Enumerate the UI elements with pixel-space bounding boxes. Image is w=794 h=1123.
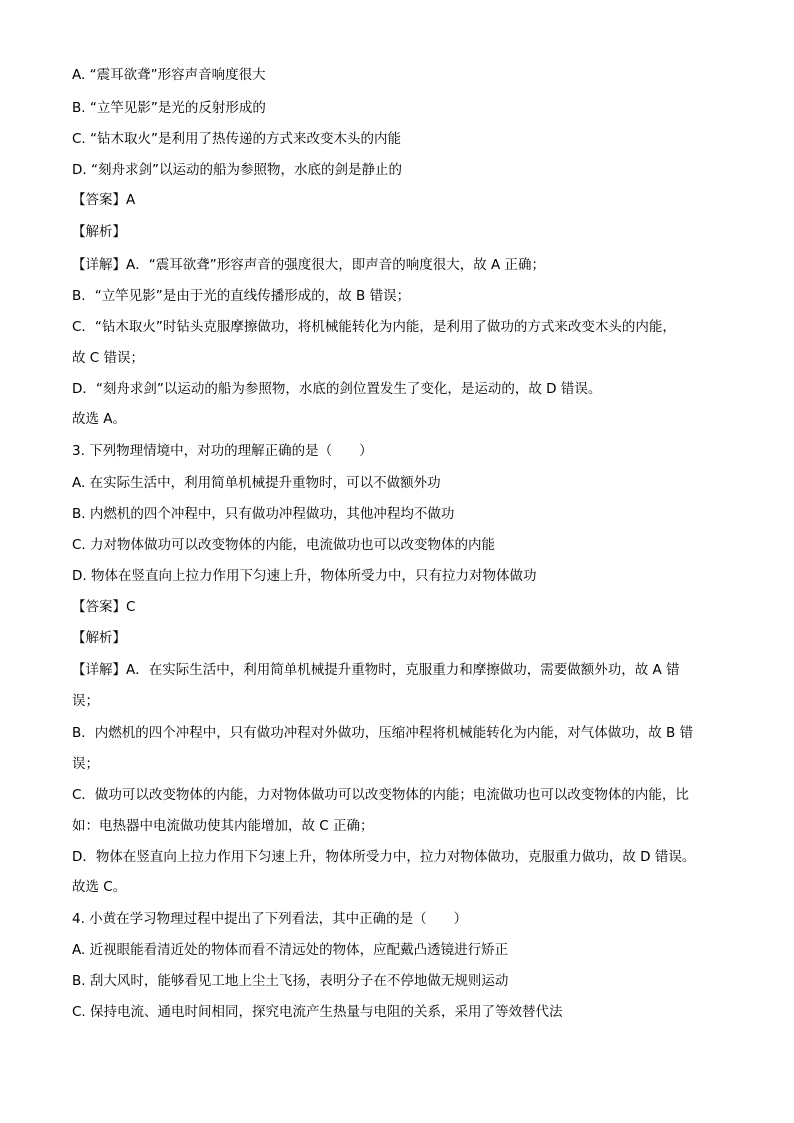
analysis-label: 【解析】	[72, 630, 126, 646]
option-line: A. “震耳欲聋”形容声音响度很大	[72, 67, 266, 83]
explanation-line: D．物体在竖直向上拉力作用下匀速上升，物体所受力中，拉力对物体做功，克服重力做功，故 D 错误。	[72, 849, 696, 865]
option-line: C. 力对物体做功可以改变物体的内能，电流做功也可以改变物体的内能	[72, 537, 496, 553]
option-line: A. 近视眼能看清近处的物体而看不清远处的物体，应配戴凸透镜进行矫正	[72, 942, 509, 958]
conclusion-line: 故选 C。	[72, 879, 127, 895]
option-line: B. 内燃机的四个冲程中，只有做功冲程做功，其他冲程均不做功	[72, 506, 455, 522]
explanation-line: 如：电热器中电流做功使其内能增加，故 C 正确；	[72, 818, 374, 834]
option-line: A. 在实际生活中，利用简单机械提升重物时，可以不做额外功	[72, 475, 441, 491]
analysis-label: 【解析】	[72, 224, 126, 240]
option-line: C. 保持电流、通电时间相同，探究电流产生热量与电阻的关系，采用了等效替代法	[72, 1004, 563, 1020]
answer-label: 【答案】A	[72, 192, 136, 208]
explanation-line: 误；	[72, 756, 99, 772]
explanation-line: 误；	[72, 693, 99, 709]
explanation-line: D．“刻舟求剑”以运动的船为参照物，水底的剑位置发生了变化，是运动的，故 D 错误。	[72, 381, 602, 397]
question-stem: 3. 下列物理情境中，对功的理解正确的是（ ）	[72, 443, 373, 459]
explanation-line: 【详解】A．在实际生活中，利用简单机械提升重物时，克服重力和摩擦做功，需要做额外功，故 A 错	[72, 662, 680, 678]
conclusion-line: 故选 A。	[72, 411, 127, 427]
explanation-line: 故 C 错误；	[72, 350, 145, 366]
option-line: C. “钻木取火”是利用了热传递的方式来改变木头的内能	[72, 131, 401, 147]
answer-label: 【答案】C	[72, 599, 136, 615]
option-line: D. 物体在竖直向上拉力作用下匀速上升，物体所受力中，只有拉力对物体做功	[72, 568, 537, 584]
option-line: B. “立竿见影”是光的反射形成的	[72, 100, 266, 116]
explanation-line: B．“立竿见影”是由于光的直线传播形成的，故 B 错误；	[72, 288, 411, 304]
explanation-line: C．“钻木取火”时钻头克服摩擦做功，将机械能转化为内能，是利用了做功的方式来改变木头的内能，	[72, 319, 676, 335]
option-line: B. 刮大风时，能够看见工地上尘土飞扬，表明分子在不停地做无规则运动	[72, 973, 509, 989]
option-line: D. “刻舟求剑”以运动的船为参照物，水底的剑是静止的	[72, 162, 402, 178]
question-stem: 4. 小黄在学习物理过程中提出了下列看法，其中正确的是（ ）	[72, 911, 468, 927]
explanation-line: 【详解】A．“震耳欲聋”形容声音的强度很大，即声音的响度很大，故 A 正确；	[72, 257, 546, 273]
explanation-line: B．内燃机的四个冲程中，只有做功冲程对外做功，压缩冲程将机械能转化为内能，对气体做功，故 B 错	[72, 725, 694, 741]
explanation-line: C．做功可以改变物体的内能，力对物体做功可以改变物体的内能；电流做功也可以改变物体的内能，比	[72, 787, 689, 803]
